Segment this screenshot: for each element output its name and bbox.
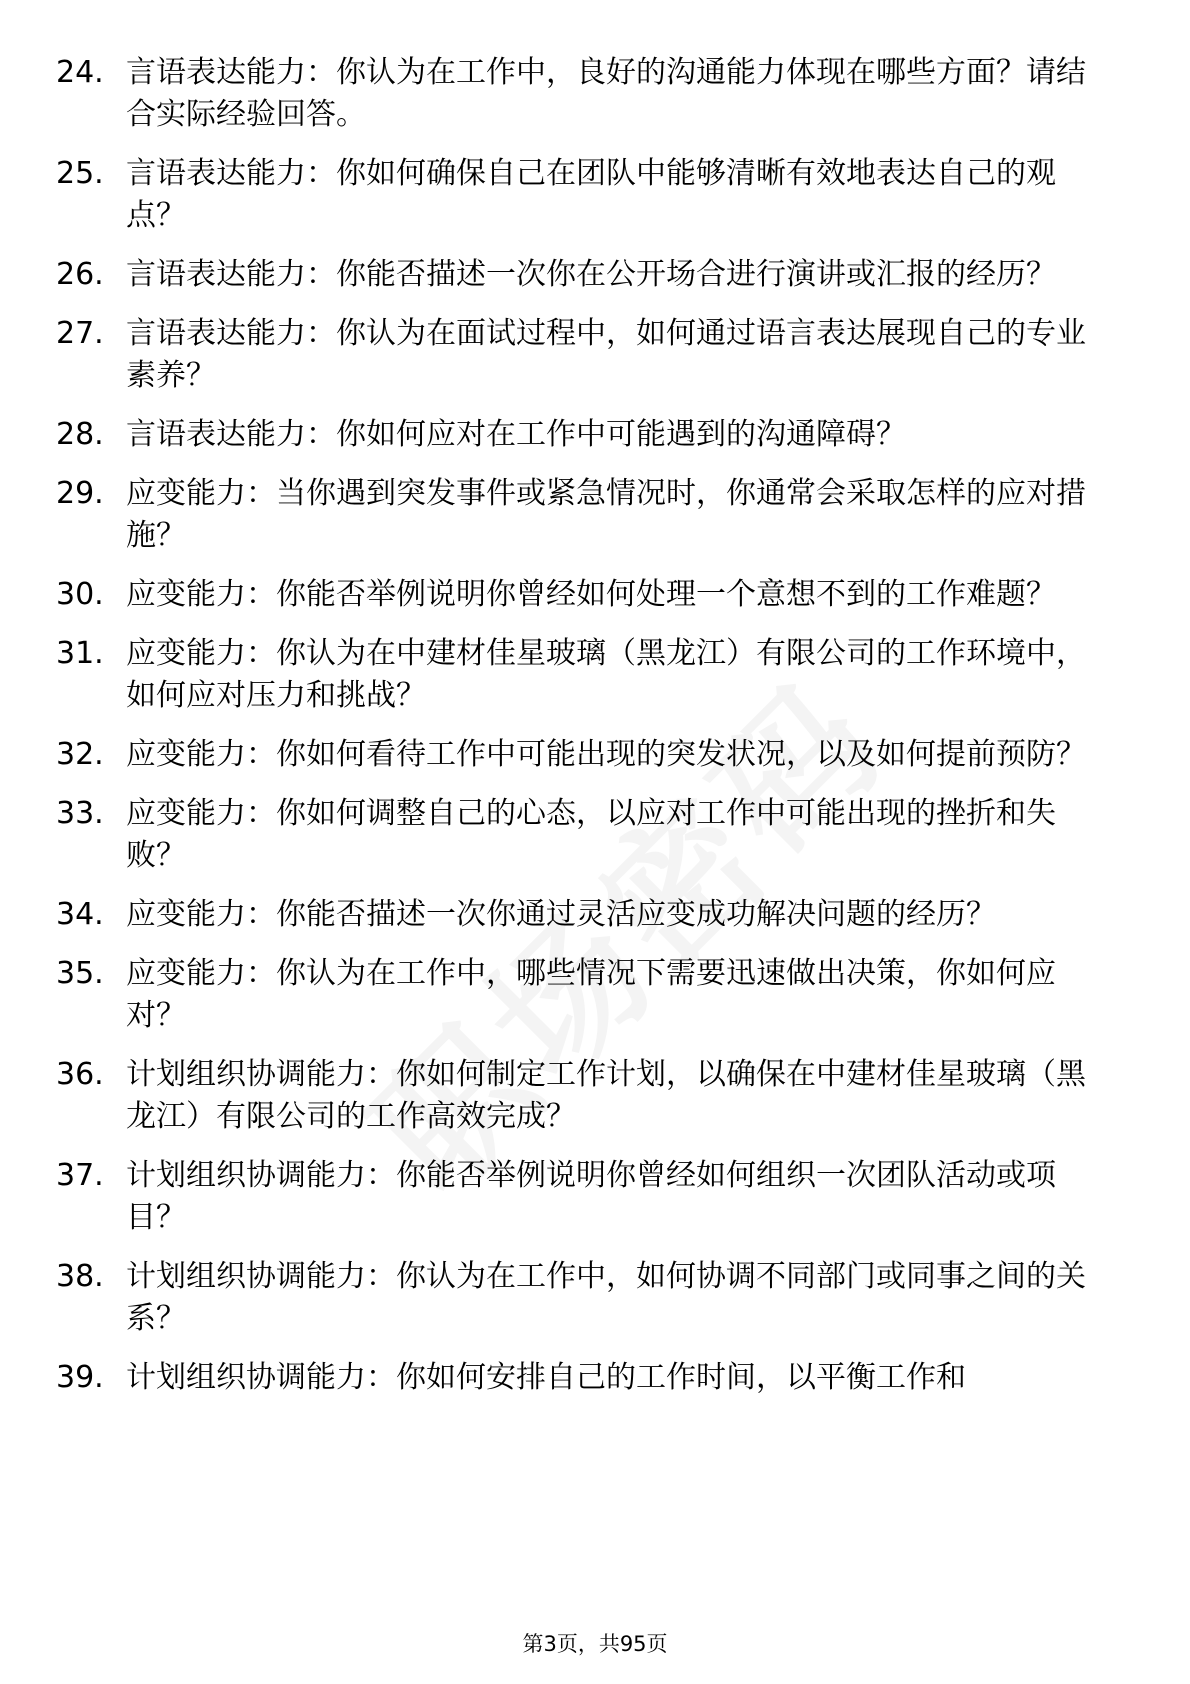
list-item	[56, 414, 1106, 456]
question-number: 31.	[56, 636, 104, 671]
question-number: 36.	[56, 1057, 104, 1092]
question-text: 言语表达能力：你如何确保自己在团队中能够清晰有效地表达自己的观点？	[126, 156, 1056, 233]
list-item	[56, 1155, 1106, 1239]
question-number: 33.	[56, 796, 104, 831]
question-text: 计划组织协调能力：你认为在工作中，如何协调不同部门或同事之间的关系？	[126, 1259, 1086, 1336]
question-list	[56, 52, 1106, 1416]
question-text: 计划组织协调能力：你如何制定工作计划，以确保在中建材佳星玻璃（黑龙江）有限公司的工作高效完成？	[126, 1057, 1086, 1134]
list-item	[56, 313, 1106, 397]
question-text: 计划组织协调能力：你如何安排自己的工作时间，以平衡工作和	[126, 1360, 966, 1395]
question-number: 34.	[56, 897, 104, 932]
list-item	[56, 793, 1106, 877]
list-item	[56, 1256, 1106, 1340]
question-text: 言语表达能力：你如何应对在工作中可能遇到的沟通障碍？	[126, 417, 906, 452]
question-text: 应变能力：你认为在中建材佳星玻璃（黑龙江）有限公司的工作环境中，如何应对压力和挑战？	[126, 636, 1086, 713]
question-number: 25.	[56, 156, 104, 191]
question-text: 应变能力：你如何调整自己的心态，以应对工作中可能出现的挫折和失败？	[126, 796, 1056, 873]
question-text: 言语表达能力：你能否描述一次你在公开场合进行演讲或汇报的经历？	[126, 257, 1056, 292]
list-item	[56, 894, 1106, 936]
question-text: 应变能力：你能否描述一次你通过灵活应变成功解决问题的经历？	[126, 897, 996, 932]
question-number: 29.	[56, 476, 104, 511]
list-item	[56, 734, 1106, 776]
question-number: 28.	[56, 417, 104, 452]
question-text: 计划组织协调能力：你能否举例说明你曾经如何组织一次团队活动或项目？	[126, 1158, 1056, 1235]
question-number: 30.	[56, 577, 104, 612]
list-item	[56, 1054, 1106, 1138]
list-item	[56, 953, 1106, 1037]
question-number: 24.	[56, 55, 104, 90]
list-item	[56, 254, 1106, 296]
page-footer: 第3页，共95页	[522, 1632, 668, 1656]
question-number: 35.	[56, 956, 104, 991]
question-number: 38.	[56, 1259, 104, 1294]
question-number: 32.	[56, 737, 104, 772]
question-text: 应变能力：当你遇到突发事件或紧急情况时，你通常会采取怎样的应对措施？	[126, 476, 1086, 553]
list-item	[56, 52, 1106, 136]
list-item	[56, 473, 1106, 557]
list-item	[56, 1357, 1106, 1399]
question-number: 37.	[56, 1158, 104, 1193]
list-item	[56, 633, 1106, 717]
question-text: 应变能力：你如何看待工作中可能出现的突发状况，以及如何提前预防？	[126, 737, 1086, 772]
question-text: 言语表达能力：你认为在面试过程中，如何通过语言表达展现自己的专业素养？	[126, 316, 1086, 393]
question-text: 言语表达能力：你认为在工作中，良好的沟通能力体现在哪些方面？请结合实际经验回答。	[126, 55, 1086, 132]
question-text: 应变能力：你能否举例说明你曾经如何处理一个意想不到的工作难题？	[126, 577, 1056, 612]
question-number: 27.	[56, 316, 104, 351]
question-text: 应变能力：你认为在工作中，哪些情况下需要迅速做出决策，你如何应对？	[126, 956, 1056, 1033]
list-item	[56, 153, 1106, 237]
list-item	[56, 574, 1106, 616]
question-number: 26.	[56, 257, 104, 292]
question-number: 39.	[56, 1360, 104, 1395]
